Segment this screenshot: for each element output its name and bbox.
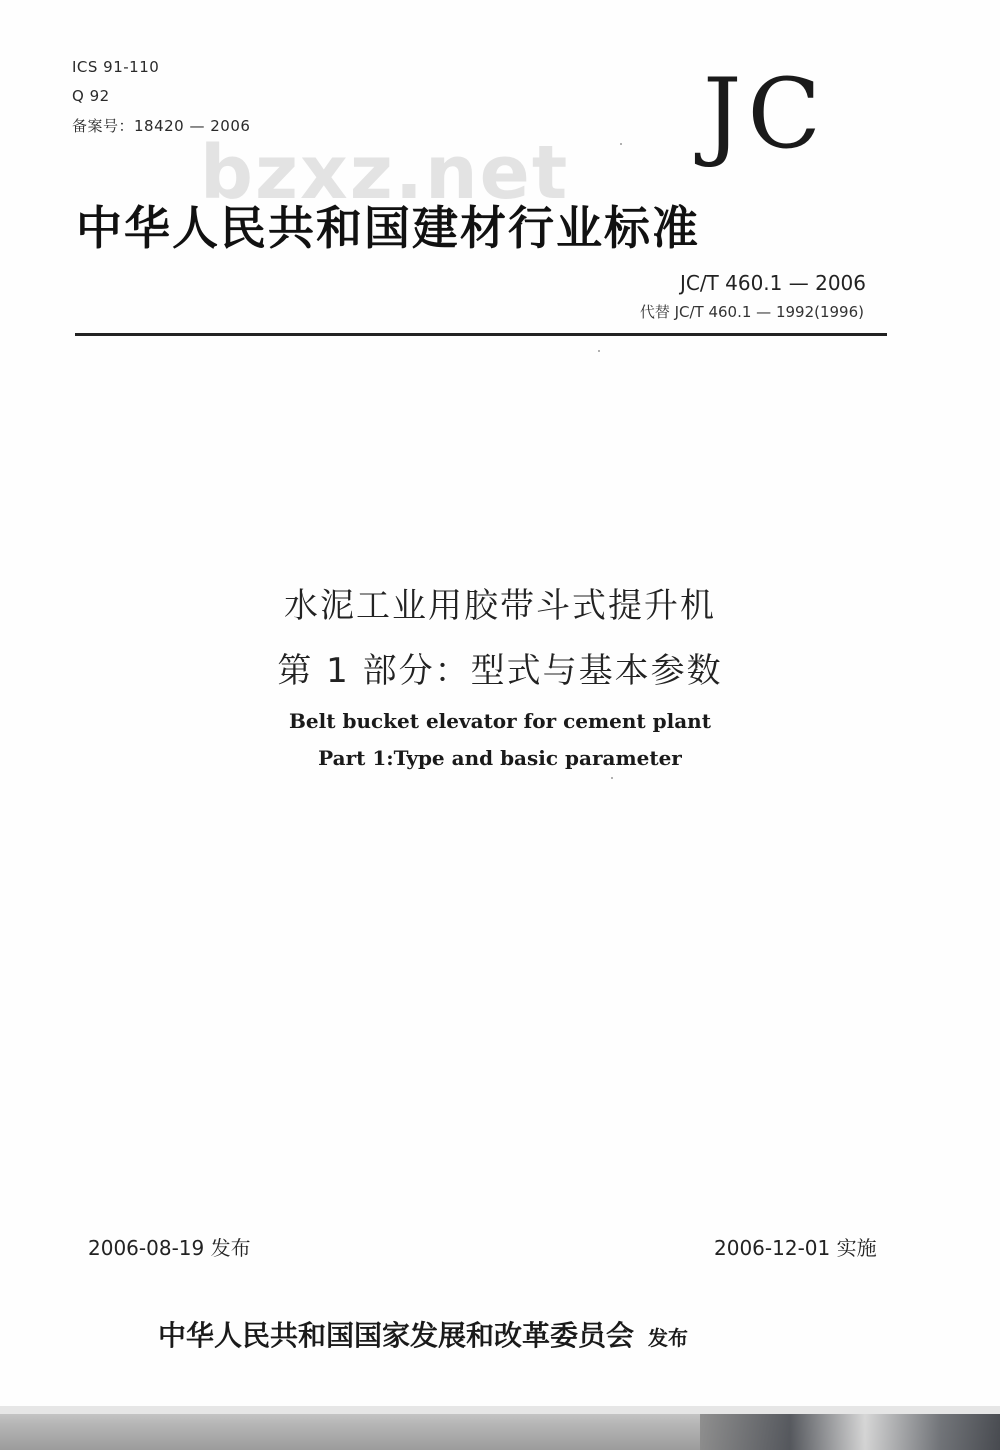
header-divider	[75, 333, 887, 336]
standard-code: JC/T 460.1 — 2006	[679, 271, 866, 295]
record-number: 备案号：18420 — 2006	[72, 117, 251, 135]
background-texture	[700, 1414, 1000, 1450]
publisher-line	[158, 1314, 888, 1354]
title-en-line2: Part 1:Type and basic parameter	[318, 746, 682, 770]
replaces-note: 代替 JC/T 460.1 — 1992(1996)	[639, 303, 864, 321]
standard-series-title: 中华人民共和国建材行业标准	[76, 201, 700, 255]
ics-code: ICS 91-110	[72, 58, 160, 76]
title-cn-line1: 水泥工业用胶带斗式提升机	[284, 586, 716, 626]
publisher-name: 中华人民共和国国家发展和改革委员会	[158, 1319, 635, 1352]
scan-speck	[611, 777, 613, 779]
scan-speck	[598, 350, 600, 352]
scan-background-strip	[0, 1406, 1000, 1450]
watermark: bzxz.net	[200, 130, 570, 216]
publisher-suffix: 发布	[648, 1326, 689, 1350]
scan-edge	[0, 1406, 1000, 1414]
title-en-line1: Belt bucket elevator for cement plant	[289, 709, 711, 733]
jc-logo: JC	[703, 58, 827, 170]
classification-code: Q 92	[72, 87, 110, 105]
title-cn-line2: 第 1 部分：型式与基本参数	[277, 651, 723, 691]
issue-date: 2006-08-19 发布	[88, 1236, 251, 1260]
implementation-date: 2006-12-01 实施	[714, 1236, 877, 1260]
scan-speck	[620, 143, 622, 145]
